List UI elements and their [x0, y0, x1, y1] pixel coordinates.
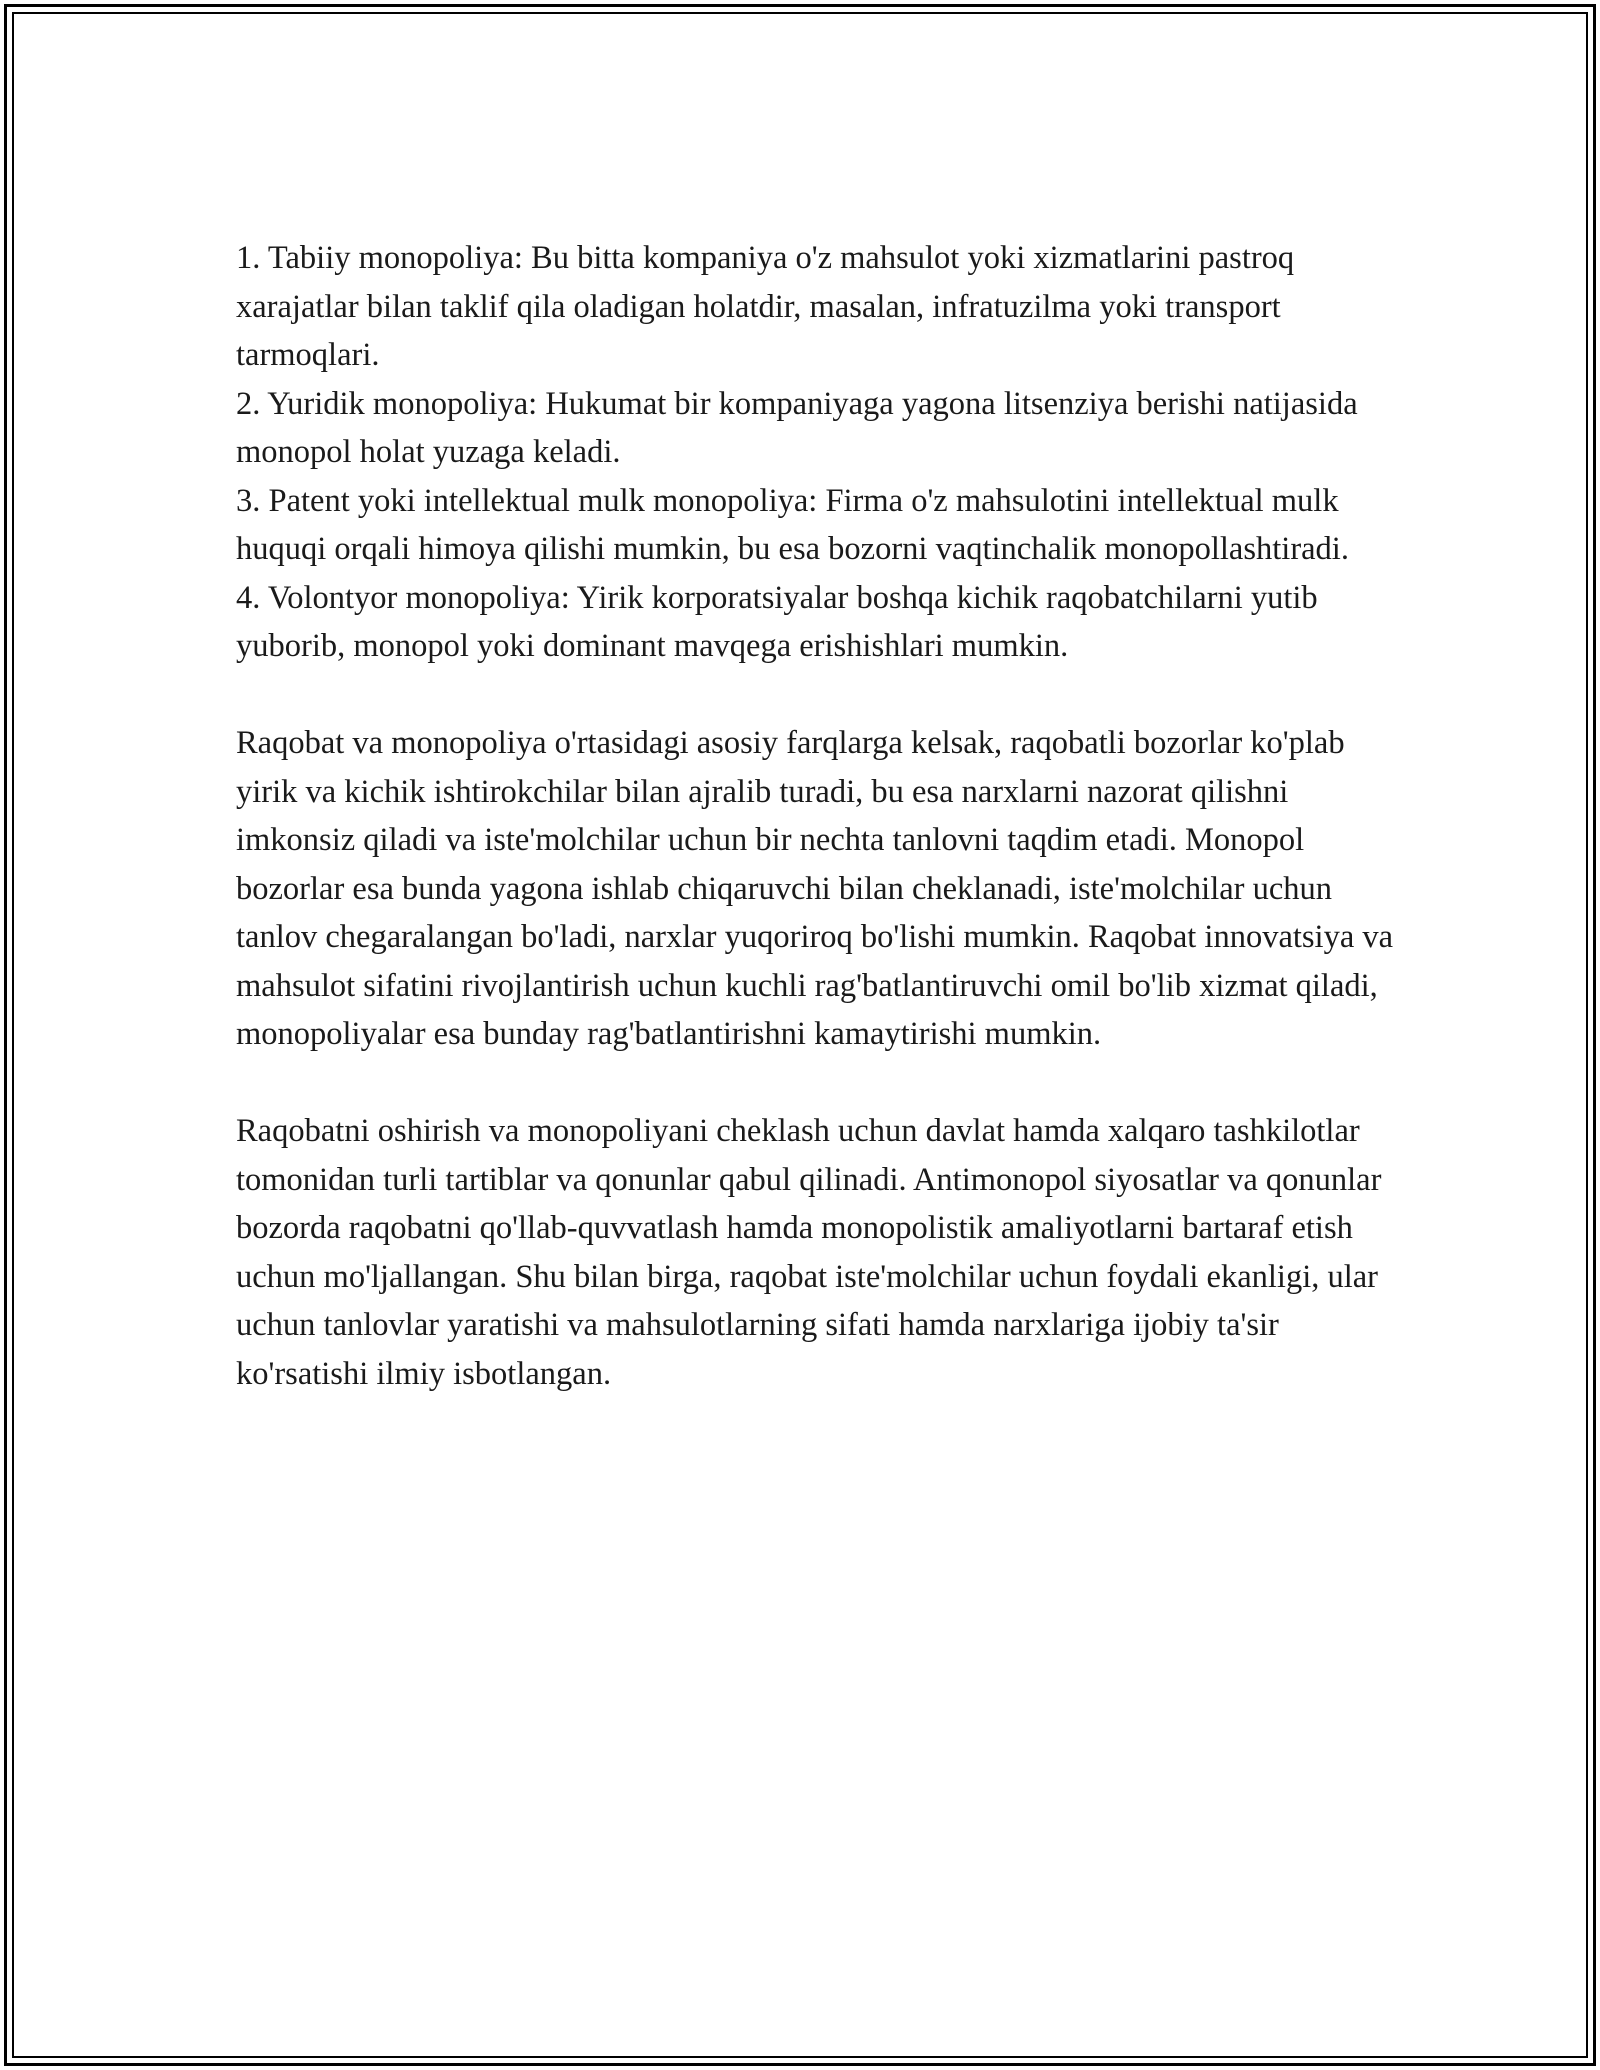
- list-item: 3. Patent yoki intellektual mulk monopoliya: Firma o'z mahsulotini intellektual mulk huquqi orqali himoya qilishi mumkin, bu esa bozorni vaqtinchalik monopollashtiradi.: [236, 482, 1349, 567]
- paragraph-spacer: [236, 1059, 1396, 1108]
- list-item: 4. Volontyor monopoliya: Yirik korporatsiyalar boshqa kichik raqobatchilarni yutib yuborib, monopol yoki dominant mavqega erishishlari mumkin.: [236, 579, 1318, 664]
- paragraph-spacer: [236, 671, 1396, 720]
- paragraph-competition-vs-monopoly: Raqobat va monopoliya o'rtasidagi asosiy farqlarga kelsak, raqobatli bozorlar ko'plab yirik va kichik ishtirokchilar bilan ajralib turadi, bu esa narxlarni nazorat qilishni imkonsiz qiladi va iste'molchilar uchun bir nechta tanlovni taqdim etadi. Monopol bozorlar esa bunda yagona ishlab chiqaruvchi bilan cheklanadi, iste'molchilar uchun tanlov chegaralangan bo'ladi, narxlar yuqoriroq bo'lishi mumkin. Raqobat innovatsiya va mahsulot sifatini rivojlantirish uchun kuchli rag'batlantiruvchi omil bo'lib xizmat qiladi, monopoliyalar esa bunday rag'batlantirishni kamaytirishi mumkin.: [236, 725, 1394, 1052]
- paragraph-antimonopoly-policy: Raqobatni oshirish va monopoliyani cheklash uchun davlat hamda xalqaro tashkilotlar tomonidan turli tartiblar va qonunlar qabul qilinadi. Antimonopol siyosatlar va qonunlar bozorda raqobatni qo'llab-quvvatlash hamda monopolistik amaliyotlarni bartaraf etish uchun mo'ljallangan. Shu bilan birga, raqobat iste'molchilar uchun foydali ekanligi, ular uchun tanlovlar yaratishi va mahsulotlarning sifati hamda narxlariga ijobiy ta'sir ko'rsatishi ilmiy isbotlangan.: [236, 1113, 1382, 1392]
- document-body: [236, 234, 1396, 1398]
- monopoly-types-list: [236, 234, 1396, 671]
- list-item: 1. Tabiiy monopoliya: Bu bitta kompaniya o'z mahsulot yoki xizmatlarini pastroq xarajatlar bilan taklif qila oladigan holatdir, masalan, infratuzilma yoki transport tarmoqlari.: [236, 240, 1295, 373]
- list-item: 2. Yuridik monopoliya: Hukumat bir kompaniyaga yagona litsenziya berishi natijasida monopol holat yuzaga keladi.: [236, 385, 1358, 470]
